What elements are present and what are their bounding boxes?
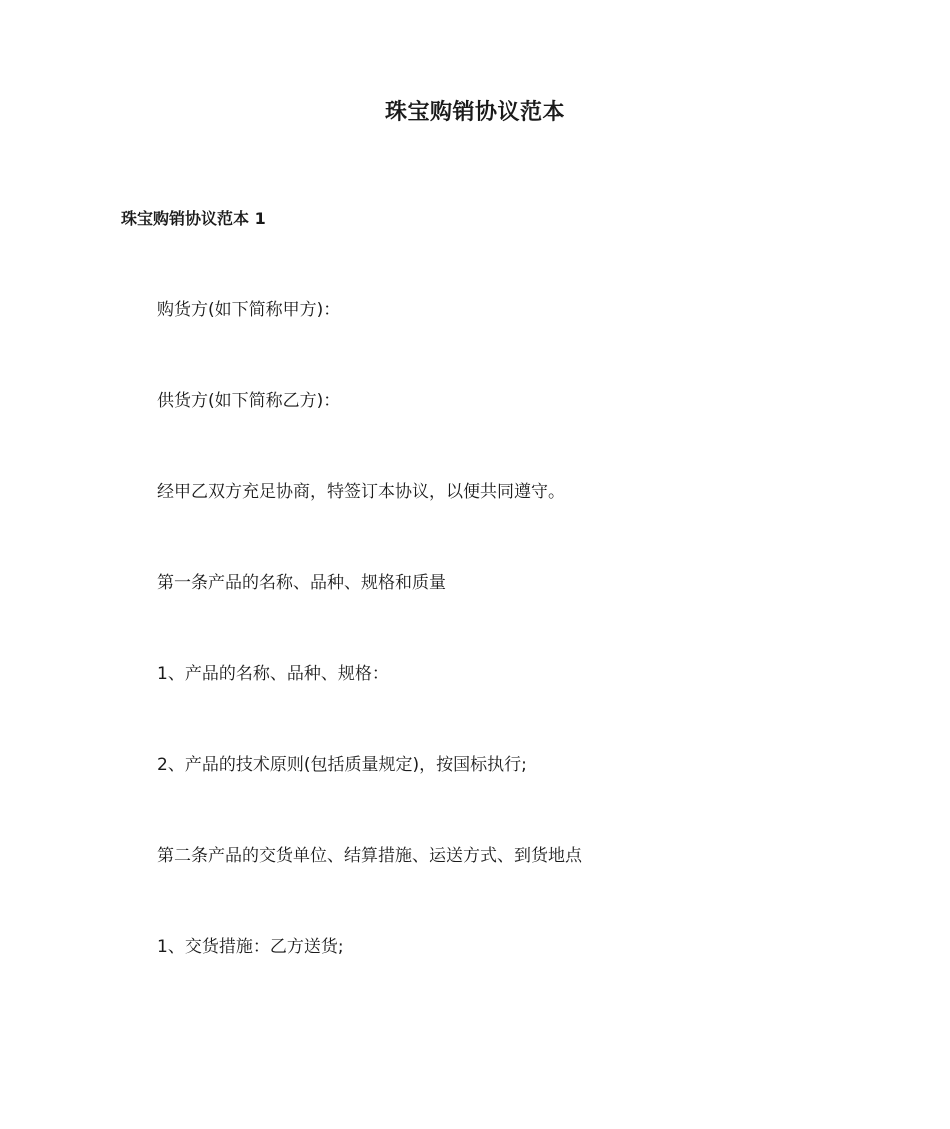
paragraph-item-2: 2、产品的技术原则(包括质量规定)，按国标执行;	[157, 755, 527, 775]
section-heading: 珠宝购销协议范本 1	[121, 209, 266, 228]
paragraph-delivery: 1、交货措施：乙方送货;	[157, 937, 344, 957]
paragraph-supplier: 供货方(如下简称乙方)：	[157, 391, 341, 411]
paragraph-agreement: 经甲乙双方充足协商，特签订本协议，以便共同遵守。	[157, 482, 565, 502]
paragraph-item-1: 1、产品的名称、品种、规格：	[157, 664, 389, 684]
document-title: 珠宝购销协议范本	[384, 100, 565, 125]
paragraph-article-1: 第一条产品的名称、品种、规格和质量	[157, 573, 446, 593]
paragraph-article-2: 第二条产品的交货单位、结算措施、运送方式、到货地点	[157, 846, 582, 866]
paragraph-buyer: 购货方(如下简称甲方)：	[157, 300, 341, 320]
